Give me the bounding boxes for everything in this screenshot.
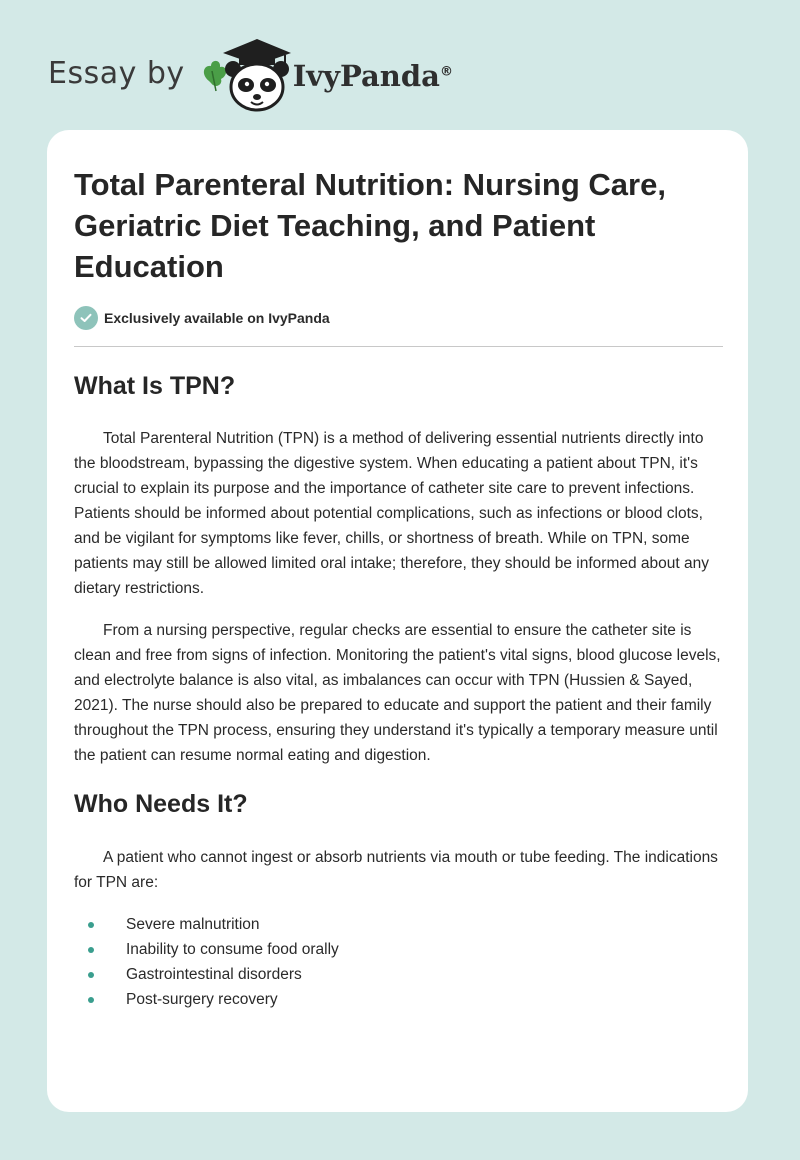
section-heading-who-needs-it: Who Needs It? <box>74 790 248 818</box>
panda-graduate-icon[interactable] <box>199 35 291 113</box>
bullet-dot-icon <box>88 997 94 1003</box>
check-circle-icon <box>74 306 98 330</box>
essay-card <box>47 130 748 1112</box>
exclusive-badge <box>74 306 330 330</box>
exclusive-label: Exclusively available on IvyPanda <box>104 310 330 326</box>
bullet-dot-icon <box>88 972 94 978</box>
bullet-dot-icon <box>88 922 94 928</box>
list-item: Severe malnutrition <box>74 912 339 937</box>
brand-name[interactable]: IvyPanda® <box>292 58 453 93</box>
list-item: Post-surgery recovery <box>74 987 339 1012</box>
list-item: Gastrointestinal disorders <box>74 962 339 987</box>
essay-by-label: Essay by <box>48 56 185 91</box>
section-heading-what-is-tpn: What Is TPN? <box>74 372 236 400</box>
divider <box>74 346 723 347</box>
paragraph: Total Parenteral Nutrition (TPN) is a method of delivering essential nutrients directly into the bloodstream, bypassing the digestive system. When educating a patient about TPN, it's crucial to explain its purpose and the importance of catheter site care to prevent infections. Patients should be informed about potential complications, such as infections or blood clots, and be vigilant for symptoms like fever, chills, or shortness of breath. While on TPN, some patients may still be allowed limited oral intake; therefore, they should be informed about any dietary restrictions. <box>74 430 709 597</box>
page-title: Total Parenteral Nutrition: Nursing Care, Geriatric Diet Teaching, and Patient Education <box>74 167 666 284</box>
registered-mark: ® <box>439 63 453 79</box>
bullet-dot-icon <box>88 947 94 953</box>
paragraph: A patient who cannot ingest or absorb nutrients via mouth or tube feeding. The indications for TPN are: <box>74 849 718 891</box>
site-header <box>48 34 453 114</box>
paragraph: From a nursing perspective, regular checks are essential to ensure the catheter site is clean and free from signs of infection. Monitoring the patient's vital signs, blood glucose levels, and electrolyte balance is also vital, as imbalances can occur with TPN (Hussien & Sayed, 2021). The nurse should also be prepared to educate and support the patient and their family throughout the TPN process, ensuring they understand it's typically a temporary measure until the patient can resume normal eating and digestion. <box>74 622 721 764</box>
list-item: Inability to consume food orally <box>74 937 339 962</box>
indications-list <box>74 912 339 1012</box>
